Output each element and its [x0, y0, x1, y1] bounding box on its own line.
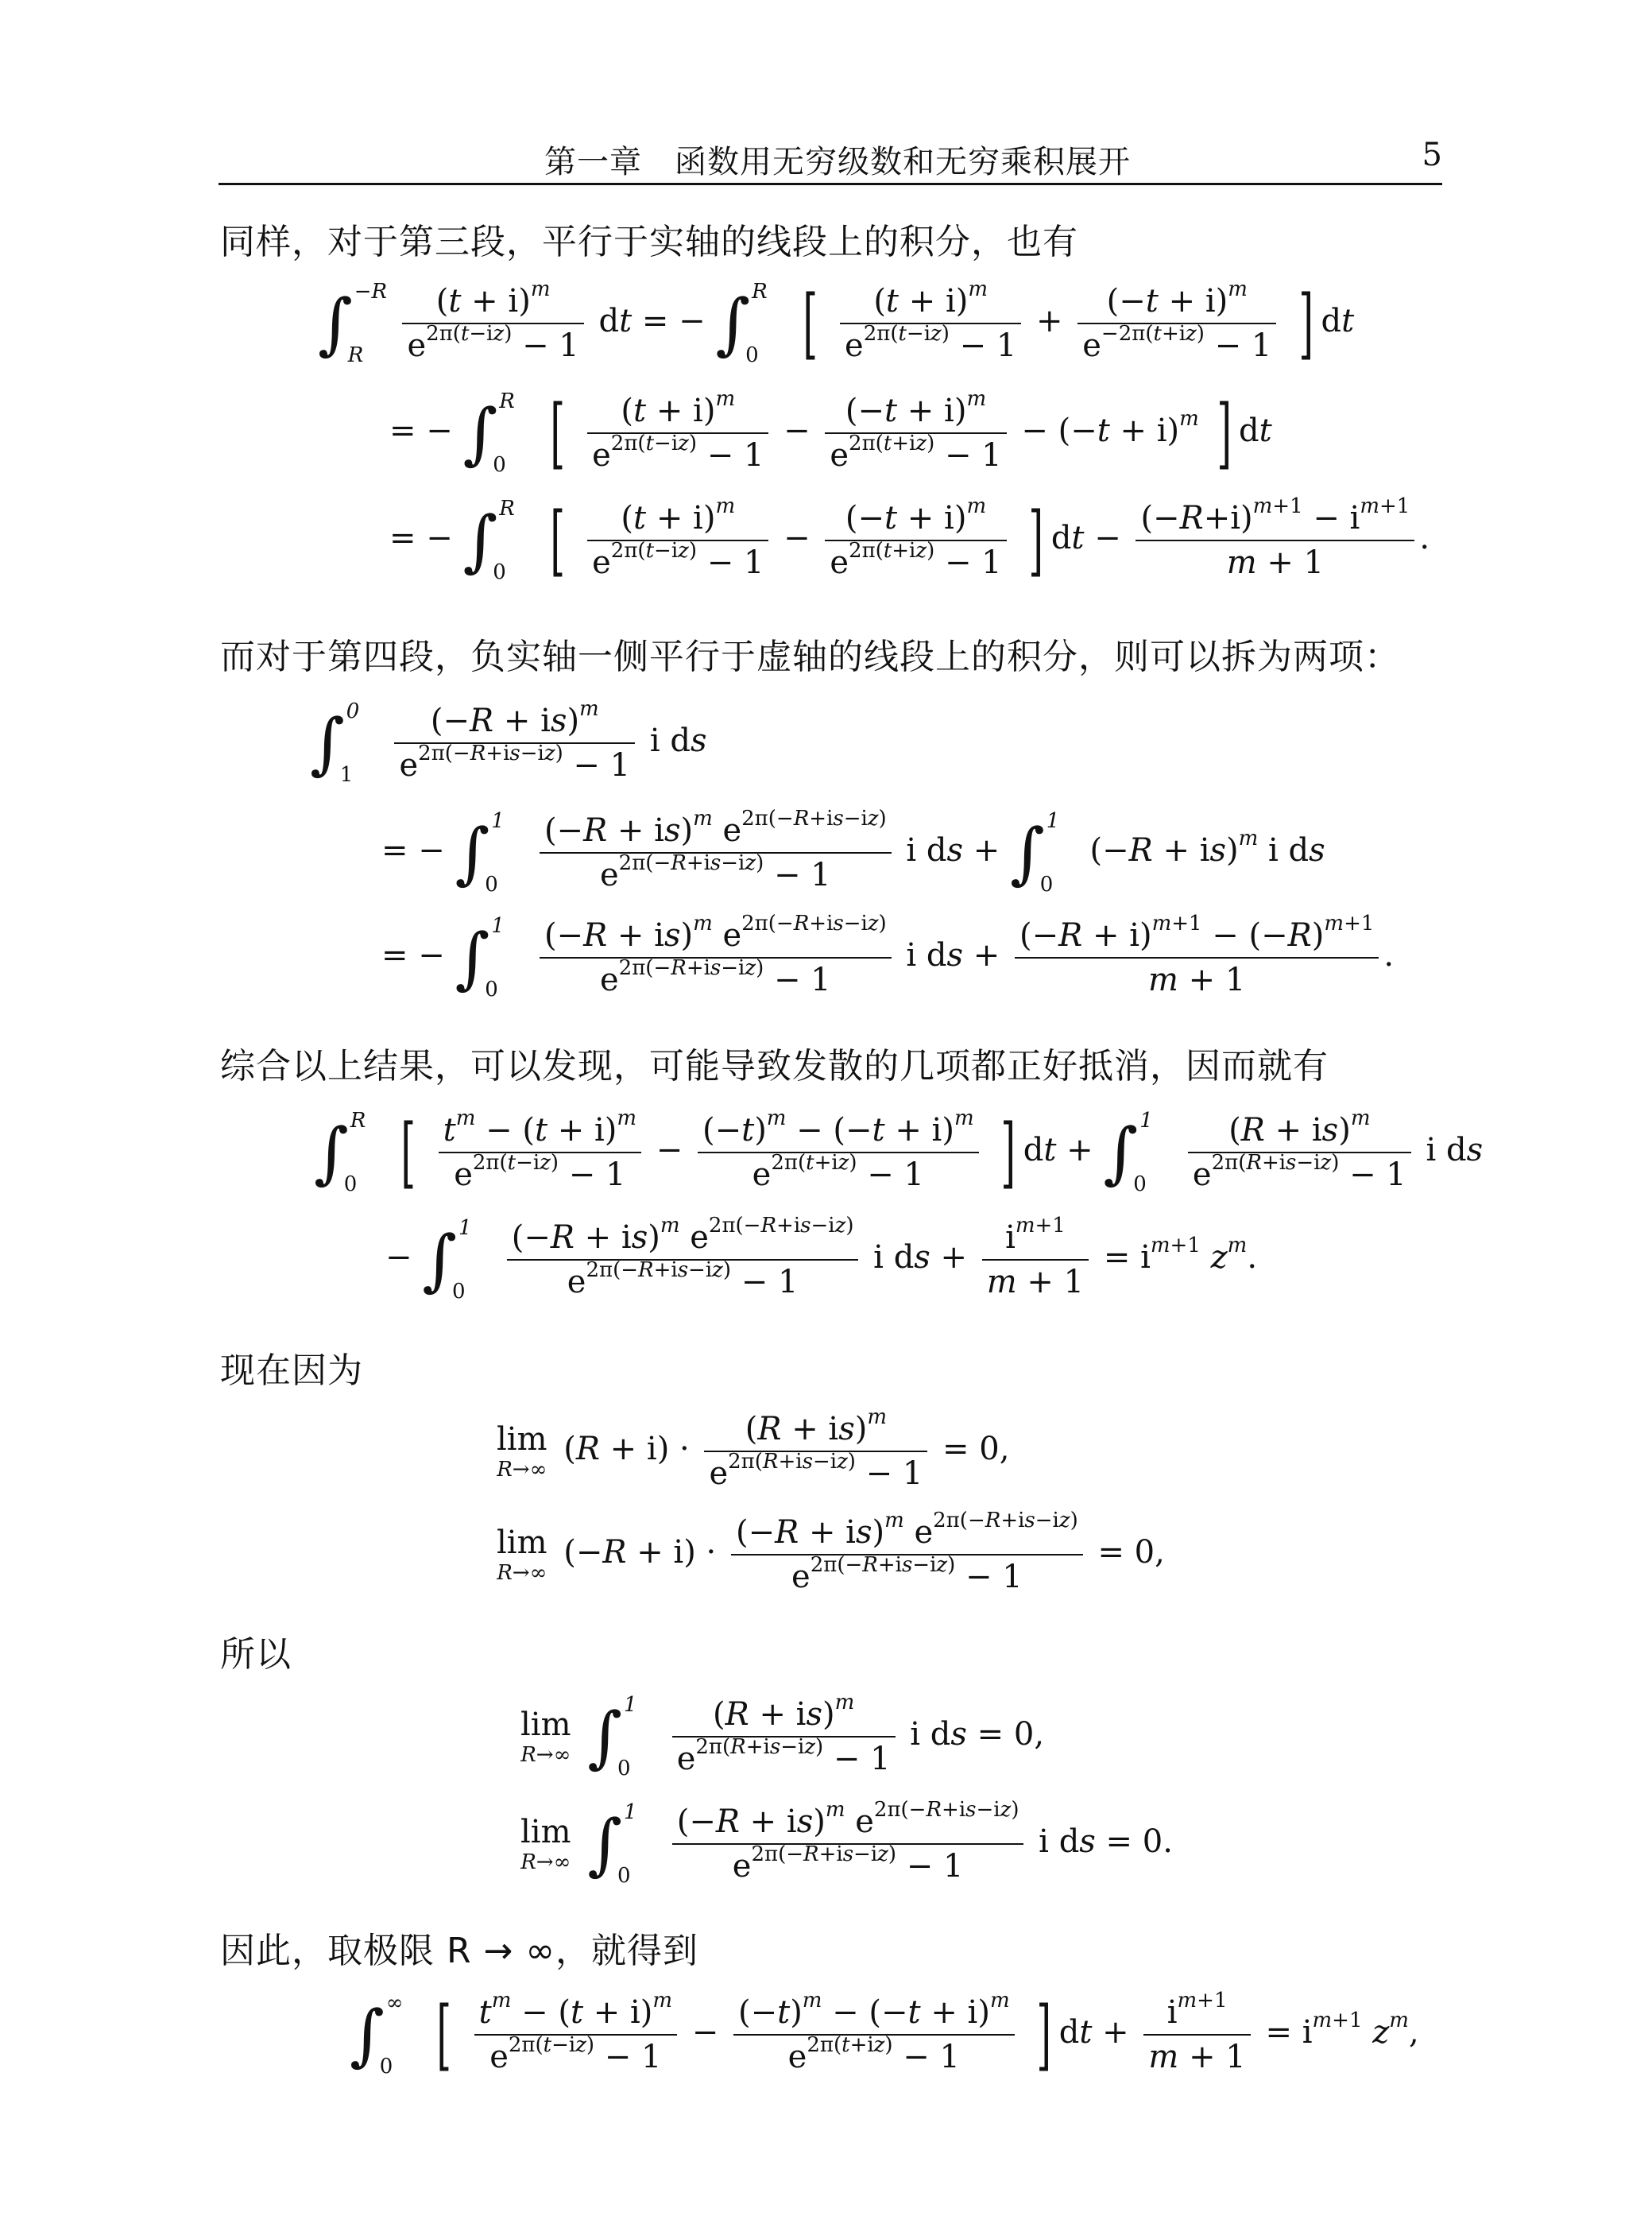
- chapter-title: 第一章 函数用无穷级数和无穷乘积展开: [544, 144, 1131, 180]
- paragraph-2: 而对于第四段，负实轴一侧平行于虚轴的线段上的积分，则可以拆为两项：: [220, 637, 1400, 677]
- equation-6: ∫ ∞ 0 [ $\frac{t^m - (t + i)^m}{e^{2\pi(t-iz)} - 1}$ − $\frac{(-t)^m - (-t + i)^m}{e^{2\pi(t+iz)} - 1}$ ] dt + $\frac{i^{m+1}}{m + 1}$ = $i^{m+1}$ $z^m$,: [350, 1989, 1419, 2079]
- equation-5-line-1: lim R→∞ ∫ 1 0 $\frac{(R + is)^m}{e^{2\pi(R+is-iz)} - 1}$ i ds = 0,: [520, 1691, 1045, 1780]
- page-number: 5: [1422, 137, 1442, 173]
- running-header: [219, 130, 1442, 185]
- paragraph-4: 现在因为: [220, 1350, 363, 1391]
- equation-1-line-1: ∫ −R R $\frac{(t + i)^m}{e^{2\pi(t-iz)} - 1}$ dt = − ∫ R 0 [ $\frac{(t + i)^m}{e^{2\pi(t-iz)} - 1}$ + $\frac{(-t + i)^m}{e^{-2\pi(t+iz)} - 1}$ ] dt: [318, 277, 1355, 368]
- equation-1-line-3: = − ∫ R 0 [ $\frac{(t + i)^m}{e^{2\pi(t-iz)} - 1}$ − $\frac{(-t + i)^m}{e^{2\pi(t+iz)} - 1}$ ] dt − $\frac{(-R+i)^{m+1} - i^{m+1}}{m + 1}$ .: [389, 494, 1430, 585]
- paragraph-3: 综合以上结果，可以发现，可能导致发散的几项都正好抵消，因而就有: [220, 1046, 1329, 1087]
- paragraph-6: 因此，取极限 R → ∞，就得到: [220, 1931, 699, 1971]
- equation-5-line-2: lim R→∞ ∫ 1 0 $\frac{(-R + is)^m e^{2\pi(-R+is-iz)}}{e^{2\pi(-R+is-iz)} - 1}$ i ds = 0.: [520, 1798, 1173, 1888]
- equation-4-line-1: lim R→∞ (R + i) · $\frac{(R + is)^m}{e^{2\pi(R+is-iz)} - 1}$ = 0,: [497, 1405, 1010, 1492]
- paragraph-1: 同样，对于第三段，平行于实轴的线段上的积分，也有: [220, 222, 1078, 262]
- equation-2-line-1: ∫ 0 1 $\frac{(-R + is)^m}{e^{2\pi(-R+is-iz)} - 1}$ i ds: [310, 697, 707, 787]
- paragraph-5: 所以: [220, 1634, 292, 1675]
- equation-3-line-1: ∫ R 0 [ $\frac{t^m - (t + i)^m}{e^{2\pi(t-iz)} - 1}$ − $\frac{(-t)^m - (-t + i)^m}{e^{2\pi(t+iz)} - 1}$ ] dt + ∫ 1 0 $\frac{(R + is)^m}{e^{2\pi(R+is-iz)} - 1}$ i ds: [314, 1106, 1484, 1197]
- equation-1-line-2: = − ∫ R 0 [ $\frac{(t + i)^m}{e^{2\pi(t-iz)} - 1}$ − $\frac{(-t + i)^m}{e^{2\pi(t+iz)} - 1}$ − $(-t + i)^m$ ] dt: [389, 387, 1272, 478]
- equation-2-line-3: = − ∫ 1 0 $\frac{(-R + is)^m e^{2\pi(-R+is-iz)}}{e^{2\pi(-R+is-iz)} - 1}$ i ds + $\frac{(-R + i)^{m+1} - (-R)^{m+1}}{m + 1}$ .: [381, 912, 1395, 1001]
- equation-4-line-2: lim R→∞ (−R + i) · $\frac{(-R + is)^m e^{2\pi(-R+is-iz)}}{e^{2\pi(-R+is-iz)} - 1}$ = 0,: [497, 1509, 1165, 1595]
- equation-2-line-2: = − ∫ 1 0 $\frac{(-R + is)^m e^{2\pi(-R+is-iz)}}{e^{2\pi(-R+is-iz)} - 1}$ i ds + ∫ 1 0 (−R + is)$^m$ i ds: [381, 807, 1325, 897]
- equation-3-line-2: − ∫ 1 0 $\frac{(-R + is)^m e^{2\pi(-R+is-iz)}}{e^{2\pi(-R+is-iz)} - 1}$ i ds + $\frac{i^{m+1}}{m + 1}$ = $i^{m+1}$ $z^m$.: [385, 1214, 1258, 1304]
